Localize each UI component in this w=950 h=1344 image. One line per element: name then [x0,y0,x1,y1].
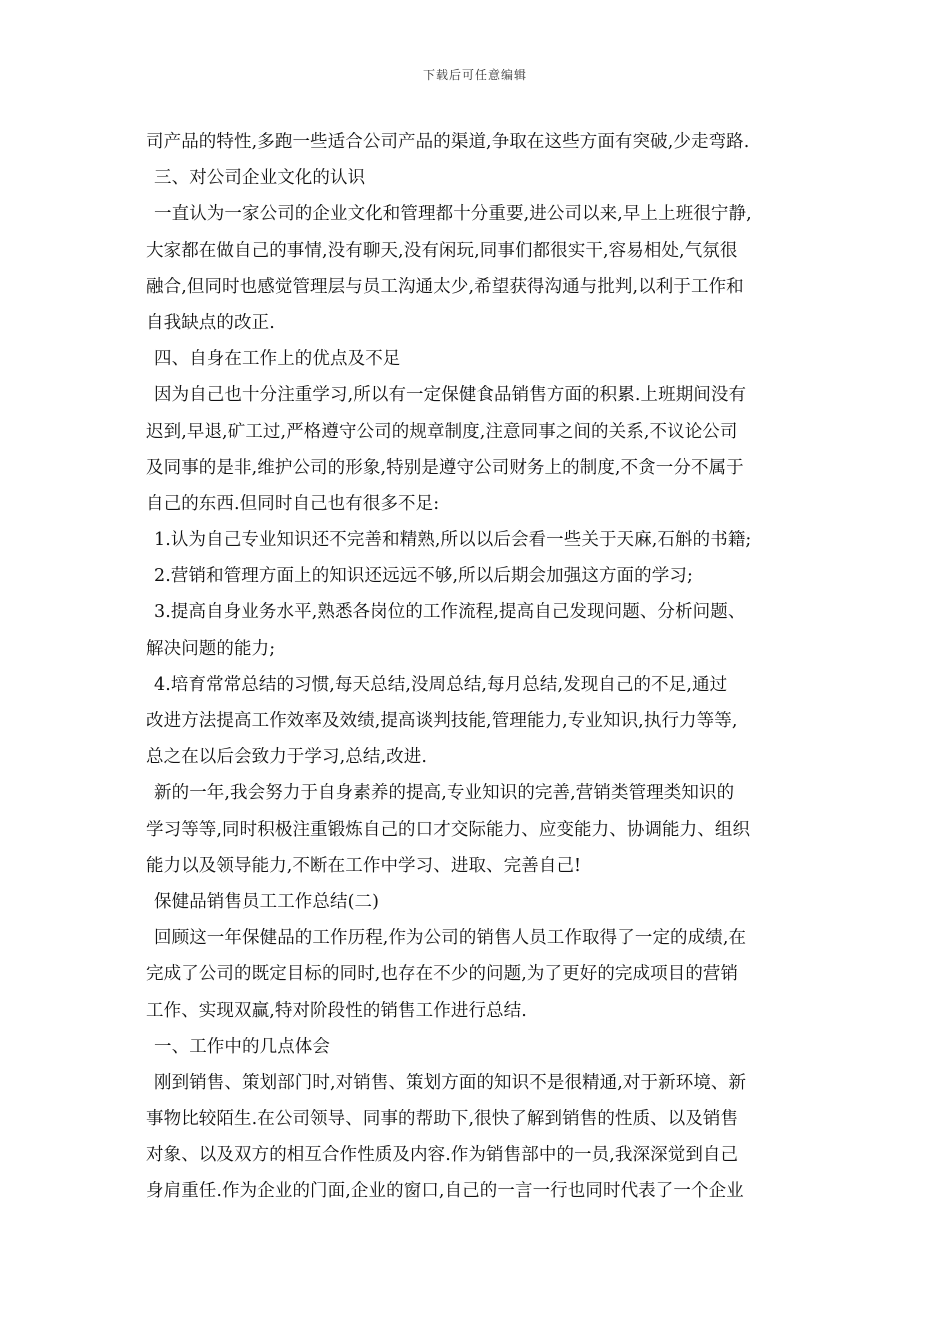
text-line: 因为自己也十分注重学习,所以有一定保健食品销售方面的积累.上班期间没有 [154,385,747,406]
text-line: 刚到销售、策划部门时,对销售、策划方面的知识不是很精通,对于新环境、新 [154,1072,747,1093]
text-line: 改进方法提高工作效率及效绩,提高谈判技能,管理能力,专业知识,执行力等等, [146,711,738,731]
text-line: 司产品的特性,多跑一些适合公司产品的渠道,争取在这些方面有突破,少走弯路. [146,132,750,152]
text-line: 学习等等,同时积极注重锻炼自己的口才交际能力、应变能力、协调能力、组织 [146,819,751,840]
text-line: 一、工作中的几点体会 [154,1036,330,1057]
text-line: 一直认为一家公司的企业文化和管理都十分重要,进公司以来,早上上班很宁静, [154,204,752,225]
text-line: 三、对公司企业文化的认识 [154,168,366,189]
text-line: 自己的东西.但同时自己也有很多不足: [146,493,440,514]
document-body [146,124,826,1210]
text-line: 解决问题的能力; [146,638,276,659]
text-line: 总之在以后会致力于学习,总结,改进. [146,747,427,768]
text-line: 自我缺点的改正. [146,312,275,333]
text-line: 身肩重任.作为企业的门面,企业的窗口,自己的一言一行也同时代表了一个企业 [146,1181,744,1202]
text-line: 3.提高自身业务水平,熟悉各岗位的工作流程,提高自己发现问题、分析问题、 [154,602,746,623]
text-line: 回顾这一年保健品的工作历程,作为公司的销售人员工作取得了一定的成绩,在 [154,928,747,949]
page-header: 下载后可任意编辑 [422,68,527,82]
text-line: 对象、以及双方的相互合作性质及内容.作为销售部中的一员,我深深觉到自己 [146,1145,739,1166]
text-line: 大家都在做自己的事情,没有聊天,没有闲玩,同事们都很实干,容易相处,气氛很 [146,240,738,261]
text-line: 2.营销和管理方面上的知识还远远不够,所以后期会加强这方面的学习; [154,566,693,587]
text-line: 四、自身在工作上的优点及不足 [154,349,401,370]
text-line: 保健品销售员工工作总结(二) [154,891,380,912]
text-line: 1.认为自己专业知识还不完善和精熟,所以以后会看一些关于天麻,石斛的书籍; [154,530,752,551]
text-line: 事物比较陌生.在公司领导、同事的帮助下,很快了解到销售的性质、以及销售 [146,1109,739,1130]
text-line: 能力以及领导能力,不断在工作中学习、进取、完善自己! [146,855,582,876]
text-line: 新的一年,我会努力于自身素养的提高,专业知识的完善,营销类管理类知识的 [154,783,735,804]
text-line: 完成了公司的既定目标的同时,也存在不少的问题,为了更好的完成项目的营销 [146,964,739,985]
text-line: 迟到,早退,矿工过,严格遵守公司的规章制度,注意同事之间的关系,不议论公司 [146,421,738,442]
text-line: 工作、实现双赢,特对阶段性的销售工作进行总结. [146,1000,527,1021]
text-line: 融合,但同时也感觉管理层与员工沟通太少,希望获得沟通与批判,以利于工作和 [146,276,744,297]
text-line: 及同事的是非,维护公司的形象,特别是遵守公司财务上的制度,不贪一分不属于 [146,457,744,478]
text-line: 4.培育常常总结的习惯,每天总结,没周总结,每月总结,发现自己的不足,通过 [154,674,728,695]
